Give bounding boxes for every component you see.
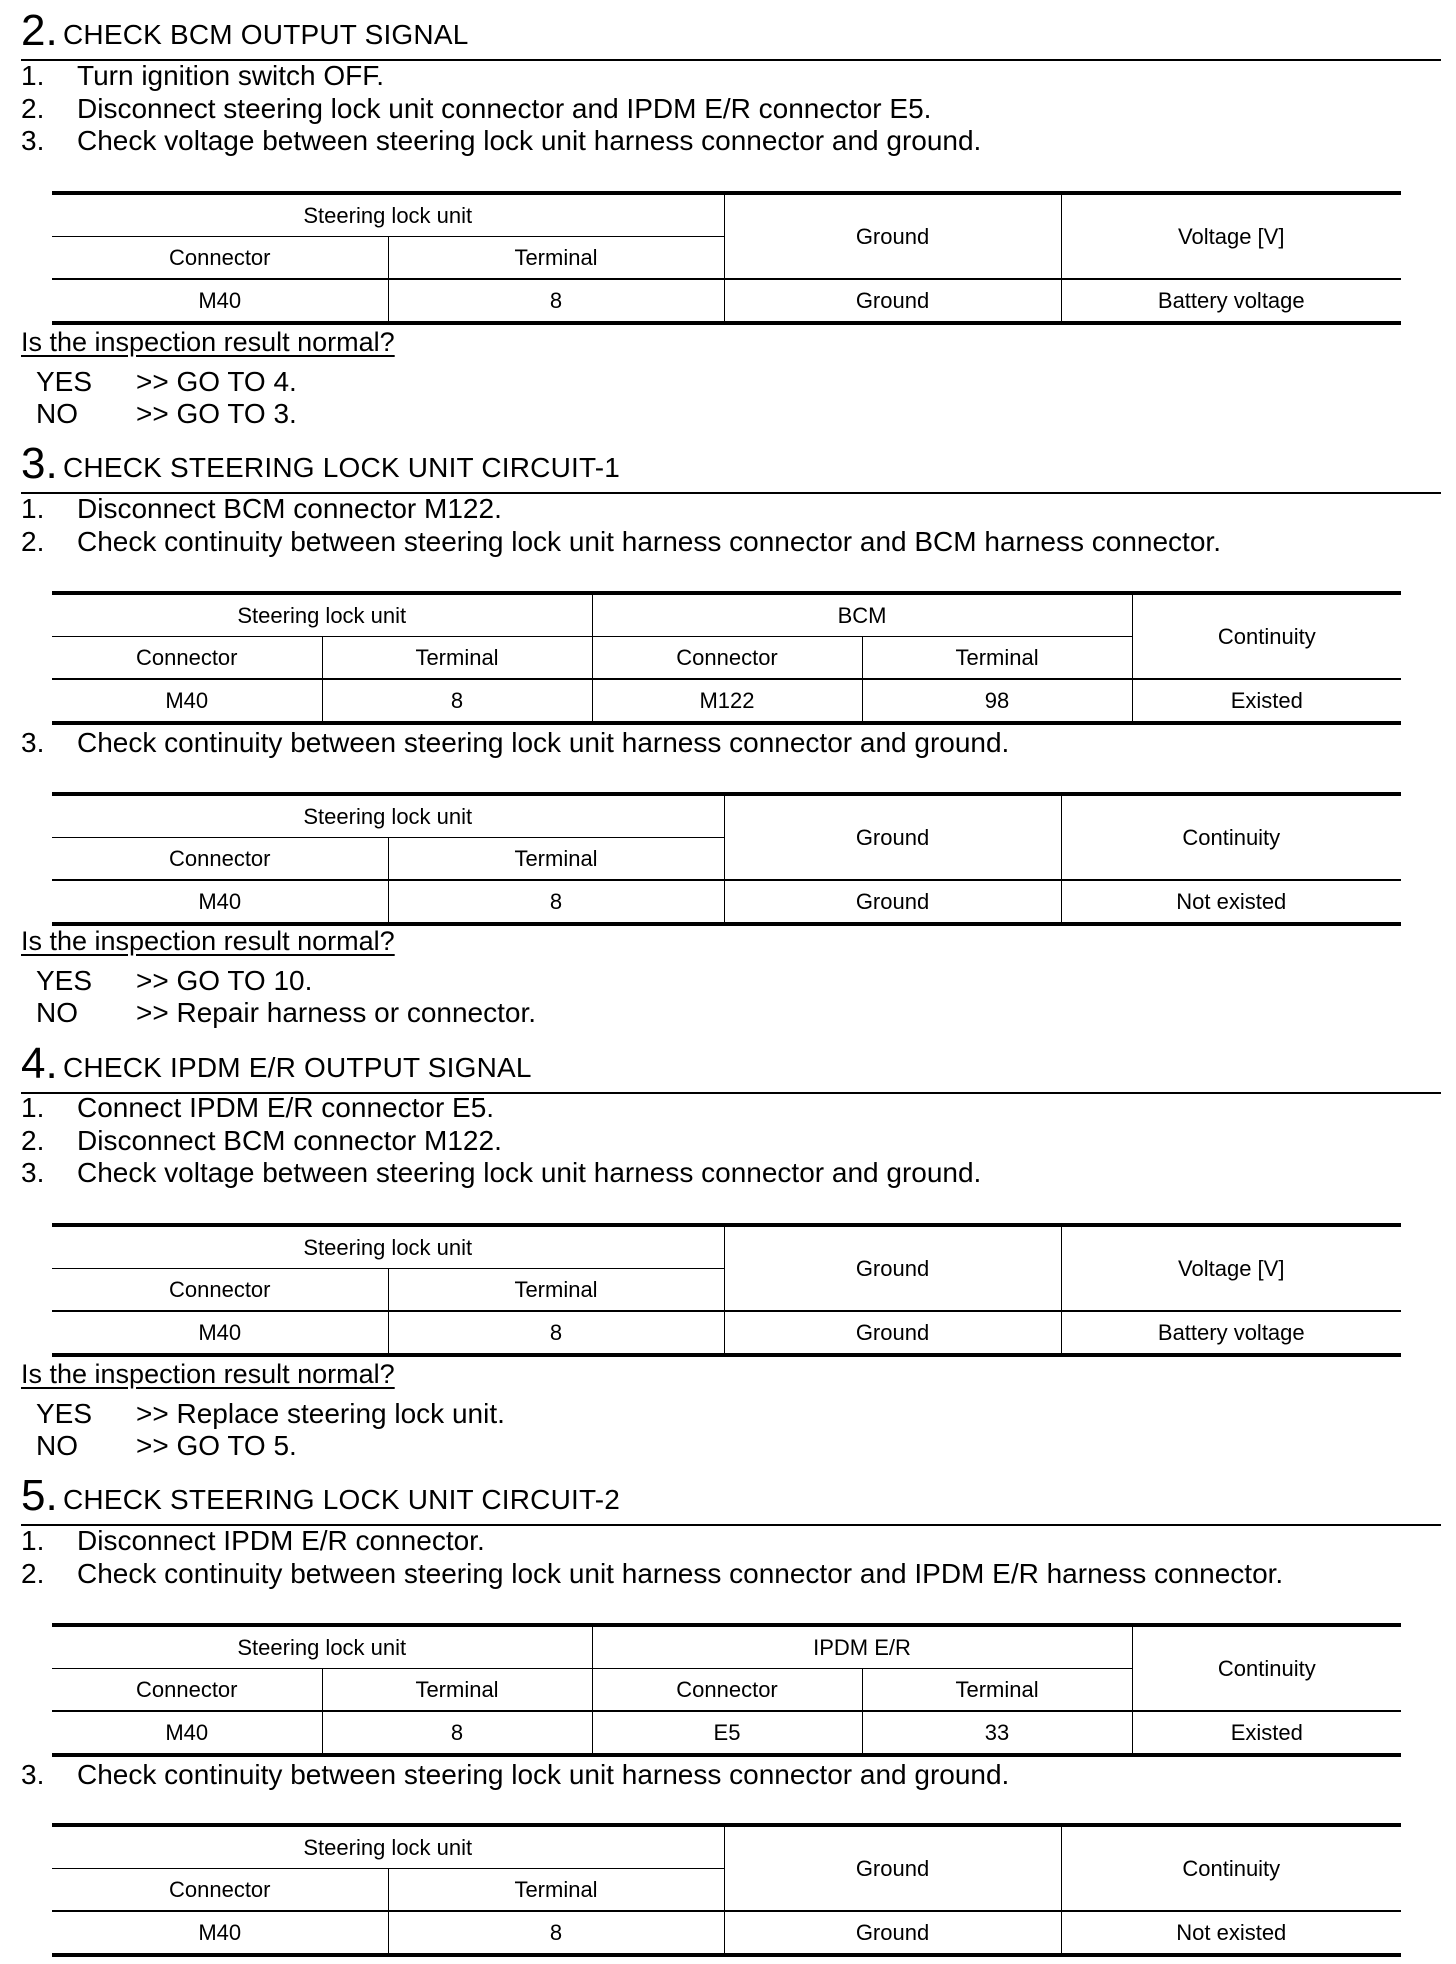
table-cell: M40 (52, 1911, 388, 1955)
table-cell: M40 (52, 279, 388, 323)
section-number: 3. (21, 439, 58, 488)
table-header: Terminal (322, 637, 592, 680)
table-header: Steering lock unit (303, 1834, 473, 1860)
table-header: Terminal (862, 637, 1132, 680)
table-cell: 8 (388, 279, 724, 323)
table-row (52, 880, 1401, 924)
table-header: Terminal (388, 838, 724, 881)
table-header: Connector (52, 1269, 388, 1312)
table-cell: 8 (322, 1711, 592, 1755)
continuity-table (52, 591, 1401, 725)
table-header: Ground (724, 1225, 1061, 1311)
table-header: Ground (724, 193, 1061, 279)
ground-continuity-table (52, 1823, 1401, 1957)
list-item: 3. Check continuity between steering lock unit harness connector and ground. (21, 727, 1010, 758)
table-cell: 8 (322, 679, 592, 723)
table-header: Connector (52, 1669, 322, 1712)
table-cell: 8 (388, 1311, 724, 1355)
table-header: IPDM E/R (592, 1625, 1132, 1669)
table-cell: Existed (1132, 1711, 1401, 1755)
list-item: 1. Turn ignition switch OFF. (21, 60, 385, 91)
table-cell: Ground (724, 279, 1061, 323)
section-5-heading (21, 1472, 1441, 1526)
table-header: Terminal (388, 237, 724, 280)
section-3-steps (21, 493, 1441, 558)
table-cell: E5 (592, 1711, 862, 1755)
table-row (52, 279, 1401, 323)
table-cell: M40 (52, 679, 322, 723)
table-cell: M40 (52, 880, 388, 924)
table-header: Continuity (1061, 794, 1401, 880)
list-item: 3. Check voltage between steering lock unit harness connector and ground. (21, 125, 982, 156)
section-number: 5. (21, 1471, 58, 1520)
table-cell: Existed (1132, 679, 1401, 723)
table-cell: M40 (52, 1311, 388, 1355)
inspection-question: Is the inspection result normal? (21, 1359, 395, 1389)
table-cell: Not existed (1061, 880, 1401, 924)
section-5-steps-continued (21, 1759, 1441, 1792)
voltage-table (52, 1223, 1401, 1357)
table-cell: 98 (862, 679, 1132, 723)
section-3-heading (21, 440, 1441, 494)
ground-continuity-table (52, 792, 1401, 926)
table-header: Terminal (322, 1669, 592, 1712)
section-4-heading (21, 1040, 1441, 1094)
table-cell: 8 (388, 1911, 724, 1955)
table-row (52, 679, 1401, 723)
section-number: 2. (21, 6, 58, 55)
table-header: Terminal (388, 1869, 724, 1912)
table-header: Connector (592, 637, 862, 680)
table-header: Connector (52, 637, 322, 680)
table-header: BCM (592, 593, 1132, 637)
table-header: Voltage [V] (1061, 1225, 1401, 1311)
table-header: Voltage [V] (1061, 193, 1401, 279)
table-header: Steering lock unit (303, 1234, 473, 1260)
list-item: 2. Check continuity between steering lock unit harness connector and BCM harness connector. (21, 525, 1221, 557)
table-row (52, 1711, 1401, 1755)
table-header: Terminal (388, 1269, 724, 1312)
table-header: Connector (52, 838, 388, 881)
table-header: Terminal (862, 1669, 1132, 1712)
list-item: 1. Connect IPDM E/R connector E5. (21, 1092, 495, 1123)
table-row (52, 1311, 1401, 1355)
table-cell: M122 (592, 679, 862, 723)
section-3-steps-continued (21, 727, 1441, 760)
section-5-steps (21, 1525, 1441, 1590)
list-item: 3. Check continuity between steering lock unit harness connector and ground. (21, 1759, 1010, 1790)
list-item: 1. Disconnect IPDM E/R connector. (21, 1525, 485, 1556)
section-2-steps (21, 60, 1441, 158)
table-cell: 8 (388, 880, 724, 924)
inspection-question: Is the inspection result normal? (21, 926, 395, 956)
table-header: Steering lock unit (303, 202, 473, 228)
table-header: Connector (52, 237, 388, 280)
continuity-table (52, 1623, 1401, 1757)
table-row (52, 1911, 1401, 1955)
table-cell: M40 (52, 1711, 322, 1755)
section-2-heading (21, 7, 1441, 61)
section-4-steps (21, 1092, 1441, 1190)
list-item: 2. Disconnect BCM connector M122. (21, 1124, 502, 1156)
table-cell: 33 (862, 1711, 1132, 1755)
table-cell: Ground (724, 880, 1061, 924)
table-header: Ground (724, 794, 1061, 880)
section-number: 4. (21, 1039, 58, 1088)
inspection-question: Is the inspection result normal? (21, 327, 395, 357)
table-header: Ground (724, 1825, 1061, 1911)
table-header: Continuity (1132, 1625, 1401, 1711)
table-header: Steering lock unit (237, 1634, 407, 1660)
table-header: Connector (52, 1869, 388, 1912)
section-title: CHECK BCM OUTPUT SIGNAL (63, 19, 469, 50)
section-title: CHECK STEERING LOCK UNIT CIRCUIT-2 (63, 1484, 621, 1515)
table-header: Continuity (1132, 593, 1401, 679)
section-title: CHECK STEERING LOCK UNIT CIRCUIT-1 (63, 452, 621, 483)
table-header: Steering lock unit (303, 803, 473, 829)
table-cell: Ground (724, 1311, 1061, 1355)
voltage-table (52, 191, 1401, 325)
table-cell: Ground (724, 1911, 1061, 1955)
list-item: 2. Check continuity between steering lock unit harness connector and IPDM E/R harness connector. (21, 1557, 1284, 1589)
table-header: Connector (592, 1669, 862, 1712)
table-cell: Battery voltage (1061, 279, 1401, 323)
list-item: 3. Check voltage between steering lock unit harness connector and ground. (21, 1157, 982, 1188)
list-item: 2. Disconnect steering lock unit connector and IPDM E/R connector E5. (21, 92, 932, 124)
section-title: CHECK IPDM E/R OUTPUT SIGNAL (63, 1052, 532, 1083)
table-header: Steering lock unit (237, 602, 407, 628)
table-cell: Battery voltage (1061, 1311, 1401, 1355)
table-header: Continuity (1061, 1825, 1401, 1911)
table-cell: Not existed (1061, 1911, 1401, 1955)
list-item: 1. Disconnect BCM connector M122. (21, 493, 502, 524)
